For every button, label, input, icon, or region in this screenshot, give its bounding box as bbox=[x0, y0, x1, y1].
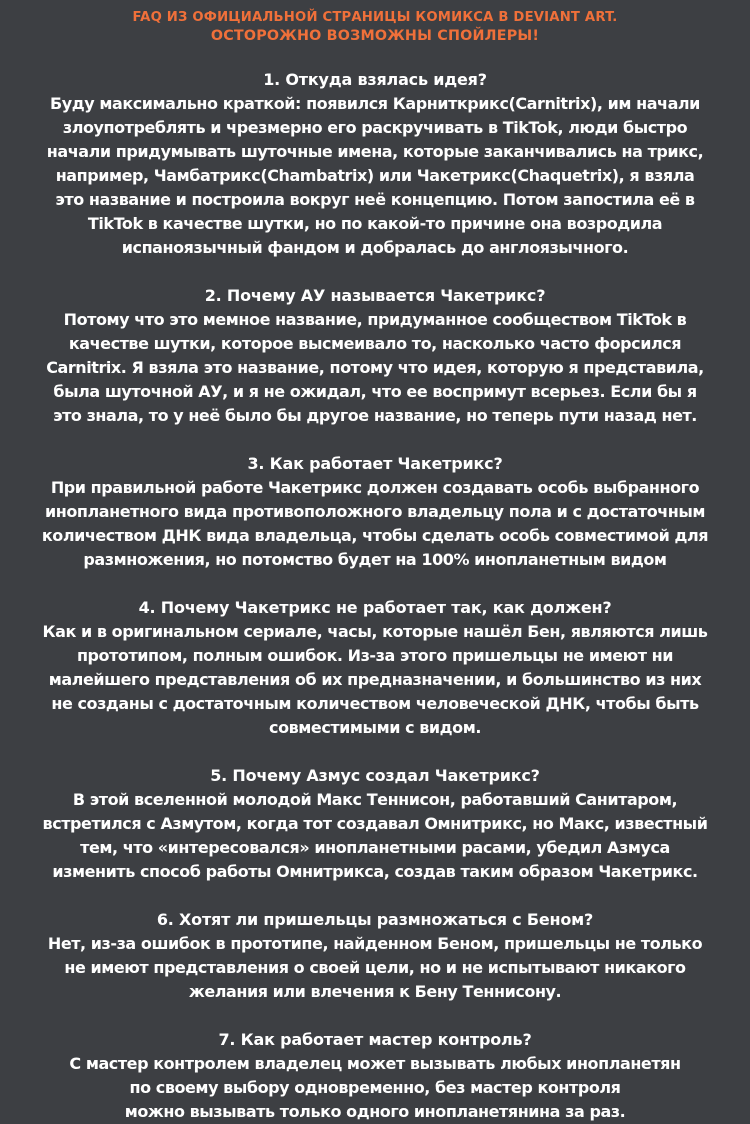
faq-answer-line: инопланетного вида противоположного владельцу пола и с достаточным bbox=[44, 502, 706, 521]
faq-answer-line: прототипом, полным ошибок. Из-за этого пришельцы не имеют ни bbox=[76, 646, 674, 665]
faq-answer-line: Carnitrix. Я взяла это название, потому что идея, которую я представила, bbox=[46, 358, 704, 377]
faq-answer-line: можно вызывать только одного инопланетянина за раз. bbox=[124, 1102, 626, 1121]
faq-answer-line: начали придумывать шуточные имена, которые заканчивались на трикс, bbox=[46, 142, 704, 161]
faq-answer-line: В этой вселенной молодой Макс Теннисон, работавший Санитаром, bbox=[72, 790, 678, 809]
faq-answer-line: размножения, но потомство будет на 100% инопланетным видом bbox=[83, 550, 667, 569]
faq-answer-line: Буду максимально краткой: появился Карниткрикс(Carnitrix), им начали bbox=[50, 94, 700, 113]
faq-answer-line: испаноязычный фандом и добралась до англоязычного. bbox=[121, 238, 629, 257]
faq-question: 3. Как работает Чакетрикс? bbox=[247, 454, 503, 473]
faq-header bbox=[0, 8, 750, 46]
faq-answer-line: количеством ДНК вида владельца, чтобы сделать особь совместимой для bbox=[41, 526, 709, 545]
faq-answer-line: совместимыми с видом. bbox=[269, 718, 481, 737]
faq-answer bbox=[0, 788, 750, 884]
faq-answer-line: например, Чамбатрикс(Chambatrix) или Чакетрикс(Chaquetrix), я взяла bbox=[55, 166, 695, 185]
faq-answer-line: это знала, то у неё было бы другое название, но теперь пути назад нет. bbox=[53, 406, 697, 425]
faq-question: 1. Откуда взялась идея? bbox=[263, 70, 487, 89]
faq-item-3 bbox=[0, 452, 750, 572]
faq-question: 2. Почему АУ называется Чакетрикс? bbox=[204, 286, 546, 305]
faq-answer-line: С мастер контролем владелец может вызывать любых инопланетян bbox=[69, 1054, 681, 1073]
faq-answer-line: злоупотреблять и чрезмерно его раскручивать в TikTok, люди быстро bbox=[62, 118, 688, 137]
faq-answer-line: по своему выбору одновременно, без мастер контроля bbox=[129, 1078, 621, 1097]
faq-answer-line: При правильной работе Чакетрикс должен создавать особь выбранного bbox=[50, 478, 700, 497]
faq-item-2 bbox=[0, 284, 750, 428]
faq-answer-line: встретился с Азмутом, когда тот создавал Омнитрикс, но Макс, известный bbox=[42, 814, 708, 833]
faq-answer-line: Потому что это мемное название, придуманное сообществом TikTok в bbox=[63, 310, 687, 329]
faq-answer-line: Как и в оригинальном сериале, часы, которые нашёл Бен, являются лишь bbox=[42, 622, 708, 641]
faq-answer bbox=[0, 92, 750, 260]
faq-answer bbox=[0, 476, 750, 572]
faq-answer-line: Нет, из-за ошибок в прототипе, найденном Беном, пришельцы не только bbox=[47, 934, 703, 953]
spoiler-warning: ОСТОРОЖНО ВОЗМОЖНЫ СПОЙЛЕРЫ! bbox=[210, 28, 540, 44]
faq-item-4 bbox=[0, 596, 750, 740]
faq-item-1 bbox=[0, 68, 750, 260]
faq-item-6 bbox=[0, 908, 750, 1004]
faq-list bbox=[0, 68, 750, 1124]
faq-answer-line: это название и построила вокруг неё концепцию. Потом запостила её в bbox=[55, 190, 695, 209]
faq-question: 5. Почему Азмус создал Чакетрикс? bbox=[210, 766, 540, 785]
faq-item-7 bbox=[0, 1028, 750, 1124]
faq-question: 6. Хотят ли пришельцы размножаться с Беном? bbox=[156, 910, 594, 929]
faq-answer bbox=[0, 1052, 750, 1124]
faq-item-5 bbox=[0, 764, 750, 884]
header-title: FAQ ИЗ ОФИЦИАЛЬНОЙ СТРАНИЦЫ КОМИКСА В DEVIANT ART. bbox=[132, 10, 618, 25]
faq-answer bbox=[0, 308, 750, 428]
faq-answer-line: желания или влечения к Бену Теннисону. bbox=[188, 982, 562, 1001]
faq-answer-line: малейшего представления об их предназначении, и большинство из них bbox=[48, 670, 702, 689]
faq-answer-line: изменить способ работы Омнитрикса, создав таким образом Чакетрикс. bbox=[52, 862, 698, 881]
faq-answer-line: тем, что «интересовался» инопланетными расами, убедил Азмуса bbox=[80, 838, 670, 857]
faq-answer-line: TikTok в качестве шутки, но по какой-то причине она возродила bbox=[87, 214, 663, 233]
faq-question: 7. Как работает мастер контроль? bbox=[218, 1030, 532, 1049]
faq-answer-line: не созданы с достаточным количеством человеческой ДНК, чтобы быть bbox=[51, 694, 699, 713]
faq-answer-line: качестве шутки, которое высмеивало то, насколько часто форсился bbox=[68, 334, 682, 353]
faq-answer bbox=[0, 620, 750, 740]
faq-answer-line: была шуточной АУ, и я не ожидал, что ее воспримут всерьез. Если бы я bbox=[53, 382, 697, 401]
faq-answer bbox=[0, 932, 750, 1004]
faq-question: 4. Почему Чакетрикс не работает так, как должен? bbox=[138, 598, 612, 617]
faq-answer-line: не имеют представления о своей цели, но и не испытывают никакого bbox=[64, 958, 686, 977]
